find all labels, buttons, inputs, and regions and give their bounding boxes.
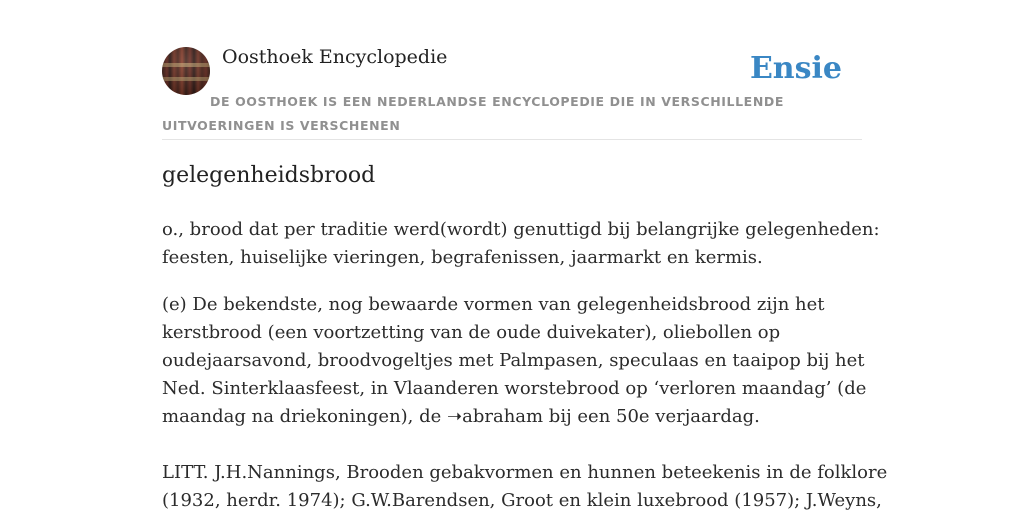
site-avatar[interactable] (162, 47, 210, 95)
text-line: maandag na driekoningen), de ➝abraham bij een 50e verjaardag. (162, 406, 760, 427)
text-line: oudejaarsavond, broodvogeltjes met Palmpasen, speculaas en taaipop bij het (162, 350, 865, 371)
site-tagline: DE OOSTHOEK IS EEN NEDERLANDSE ENCYCLOPEDIE DIE IN VERSCHILLENDE UITVOERINGEN IS VERSCHENEN (162, 94, 784, 133)
entry-title: gelegenheidsbrood (162, 163, 376, 188)
text-line: feesten, huiselijke vieringen, begrafenissen, jaarmarkt en kermis. (162, 247, 763, 268)
text-line: Ned. Sinterklaasfeest, in Vlaanderen worstebrood op ‘verloren maandag’ (de (162, 378, 867, 399)
text-line: (1932, herdr. 1974); G.W.Barendsen, Groot en klein luxebrood (1957); J.Weyns, (162, 490, 882, 511)
page (162, 0, 888, 512)
text-line: (e) De bekendste, nog bewaarde vormen van gelegenheidsbrood zijn het (162, 294, 825, 315)
text-line: o., brood dat per traditie werd(wordt) genuttigd bij belangrijke gelegenheden: (162, 219, 880, 240)
entry-paragraph-literature (162, 459, 888, 515)
ensie-logo-link[interactable]: Ensie (749, 51, 842, 86)
entry-paragraph-examples (162, 291, 867, 431)
text-line: kerstbrood (een voortzetting van de oude duivekater), oliebollen op (162, 322, 781, 343)
entry-paragraph-definition (162, 216, 880, 272)
site-name[interactable]: Oosthoek Encyclopedie (222, 46, 448, 68)
text-line: LITT. J.H.Nannings, Brooden gebakvormen en hunnen beteekenis in de folklore (162, 462, 888, 483)
site-header (162, 0, 862, 140)
